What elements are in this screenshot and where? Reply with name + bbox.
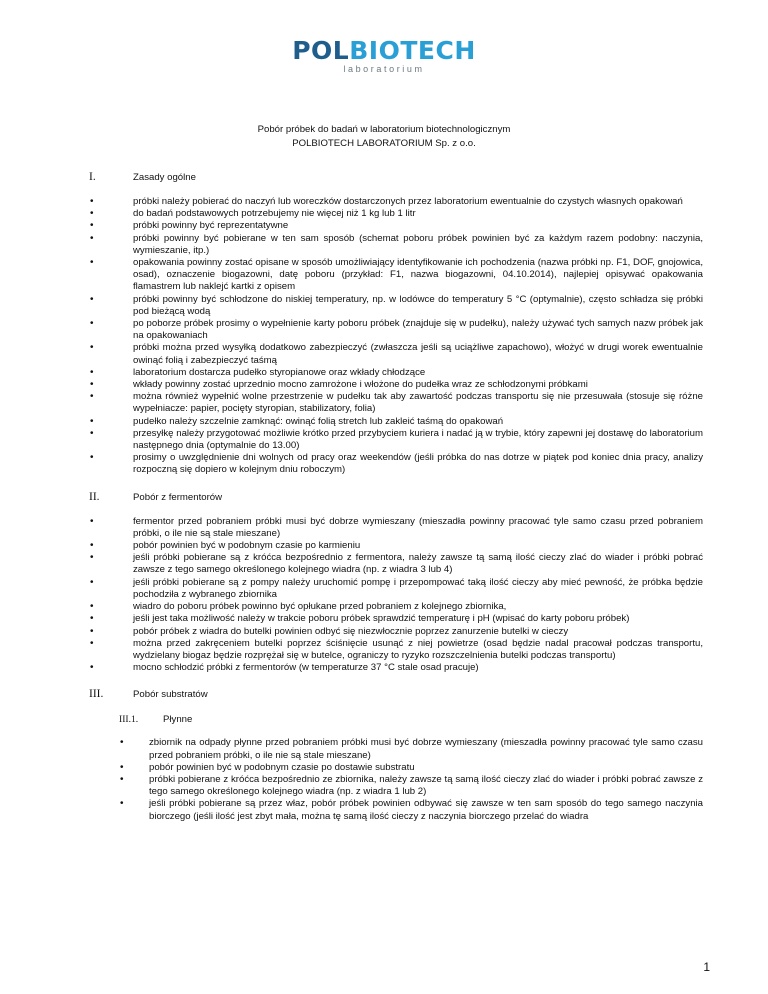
logo-subtitle: laboratorium bbox=[343, 64, 425, 74]
logo-biotech: BIOTECH bbox=[349, 36, 476, 65]
list-item: • fermentor przed pobraniem próbki musi być dobrze wymieszany (mieszadła powinny pracować tyle samo czasu przed pobraniem próbki, o ile nie są stale mieszane) bbox=[89, 516, 703, 540]
bullet-list bbox=[89, 516, 703, 675]
list-item: • przesyłkę należy przygotować możliwie krótko przed przybyciem kuriera i nadać ją w trybie, który zapewni jej dostawę do laboratorium następnego dnia (optymalnie do 13.00) bbox=[89, 428, 703, 452]
subsection-number: III.1. bbox=[119, 714, 139, 726]
list-item: • jeśli jest taka możliwość należy w trakcie poboru próbek sprawdzić temperaturę i pH (wpisać do karty poboru próbek) bbox=[89, 613, 703, 625]
list-item: • po poborze próbek prosimy o wypełnienie karty poboru próbek (znajduje się w pudełku), należy używać tych samych nazw próbek jak na opakowaniach bbox=[89, 318, 703, 342]
section-substrates bbox=[89, 688, 703, 822]
title-line-2: POLBIOTECH LABORATORIUM Sp. z o.o. bbox=[292, 138, 476, 149]
list-item: • pobór powinien być w podobnym czasie po dostawie substratu bbox=[119, 762, 703, 774]
list-item: • próbki należy pobierać do naczyń lub woreczków dostarczonych przez laboratorium ewentualnie do czystych własnych opakowań bbox=[89, 196, 703, 208]
list-item: • zbiornik na odpady płynne przed pobraniem próbki musi być dobrze wymieszany (mieszadła powinny pracować tyle samo czasu przed pobraniem próbki, o ile nie są stale mieszane) bbox=[119, 737, 703, 761]
list-item: • próbki można przed wysyłką dodatkowo zabezpieczyć (zwłaszcza jeśli są uciążliwe zapachowo), włożyć w drugi worek ewentualnie owinąć folią i zabezpieczyć taśmą bbox=[89, 342, 703, 366]
list-item: • próbki pobierane z króćca bezpośrednio ze zbiornika, należy zawsze tą samą ilość cieczy zlać do wiader i próbki pobrać zawsze z tego samego określonego kolejnego wiadra (np. z wiadra 1 lub 2) bbox=[119, 774, 703, 798]
document-title bbox=[0, 123, 768, 151]
list-item: • prosimy o uwzględnienie dni wolnych od pracy oraz weekendów (jeśli próbka do nas dotrze w piątek pod koniec dnia pracy, analizy rozpoczną się dopiero w kolejnym dniu roboczym) bbox=[89, 452, 703, 476]
list-item: • wiadro do poboru próbek powinno być opłukane przed pobraniem z kolejnego zbiornika, bbox=[89, 601, 703, 613]
list-item: • pobór próbek z wiadra do butelki powinien odbyć się niezwłocznie poprzez zanurzenie butelki w cieczy bbox=[89, 626, 703, 638]
subsection-title: Płynne bbox=[163, 714, 193, 726]
logo-wordmark bbox=[0, 38, 768, 64]
list-item: • pobór powinien być w podobnym czasie po karmieniu bbox=[89, 540, 703, 552]
list-item: • mocno schłodzić próbki z fermentorów (w temperaturze 37 °C stale osad pracuje) bbox=[89, 662, 703, 674]
list-item: • jeśli próbki pobierane są z króćca bezpośrednio z fermentora, należy zawsze tą samą ilość cieczy zlać do wiader i próbki pobrać zawsze z tego samego określonego kolejnego wiadra (np. z wiadra 3 lub 4) bbox=[89, 552, 703, 576]
section-general-rules bbox=[89, 171, 703, 477]
list-item: • próbki powinny być schłodzone do niskiej temperatury, np. w lodówce do temperatury 5 °C (optymalnie), często schładza się próbki pod bieżącą wodą bbox=[89, 294, 703, 318]
section-heading bbox=[89, 688, 703, 704]
list-item: • próbki powinny być pobierane w ten sam sposób (schemat poboru próbek powinien być za każdym razem podobny: naczynia, wymieszanie, itp.) bbox=[89, 233, 703, 257]
list-item: • jeśli próbki pobierane są przez właz, pobór próbek powinien odbywać się zawsze w ten sam sposób do tego samego naczynia biorczego (jeśli ilość jest zbyt mała, można tę samą ilość cieczy z naczynia biorczego przelać do wiadra bbox=[119, 798, 703, 822]
document-body bbox=[89, 171, 703, 837]
logo-pol: POL bbox=[292, 36, 350, 65]
bullet-list bbox=[89, 196, 703, 477]
list-item: • pudełko należy szczelnie zamknąć: owinąć folią stretch lub zakleić taśmą do opakowań bbox=[89, 416, 703, 428]
list-item: • wkłady powinny zostać uprzednio mocno zamrożone i włożone do pudełka wraz ze schłodzonymi próbkami bbox=[89, 379, 703, 391]
section-number: III. bbox=[89, 688, 104, 701]
section-number: I. bbox=[89, 171, 96, 183]
list-item: • jeśli próbki pobierane są z pompy należy uruchomić pompę i przepompować taką ilość cieczy aby mieć pewność, że próbka będzie pochodziła z wybranego zbiornika bbox=[89, 577, 703, 601]
section-heading bbox=[89, 491, 703, 507]
list-item: • próbki powinny być reprezentatywne bbox=[89, 220, 703, 232]
bullet-list bbox=[119, 737, 703, 822]
list-item: • można również wypełnić wolne przestrzenie w pudełku tak aby zawartość podczas transportu się nie przesuwała (stosuje się różne wypełniacze: papier, pocięty styropian, stabilizatory, folia) bbox=[89, 391, 703, 415]
polbiotech-logo bbox=[0, 38, 768, 74]
section-title: Pobór substratów bbox=[133, 689, 208, 701]
section-title: Pobór z fermentorów bbox=[133, 491, 223, 503]
section-heading bbox=[89, 171, 703, 187]
list-item: • do badań podstawowych potrzebujemy nie więcej niż 1 kg lub 1 litr bbox=[89, 208, 703, 220]
section-fermenters bbox=[89, 491, 703, 675]
subsection-heading bbox=[119, 713, 703, 729]
section-number: II. bbox=[89, 490, 100, 503]
section-title: Zasady ogólne bbox=[133, 172, 196, 183]
list-item: • opakowania powinny zostać opisane w sposób umożliwiający identyfikowanie ich pochodzenia (nazwa próbki np. F1, DOF, gnojowica, osad), oznaczenie biogazowni, datę poboru (przykład: F1, nazwa biogazowni, 04.10.2014), najlepiej opisywać opakowania flamastrem lub naklejć kartki z opisem bbox=[89, 257, 703, 294]
title-line-1: Pobór próbek do badań w laboratorium biotechnologicznym bbox=[257, 124, 511, 135]
list-item: • laboratorium dostarcza pudełko styropianowe oraz wkłady chłodzące bbox=[89, 367, 703, 379]
page-number: 1 bbox=[703, 960, 710, 974]
subsection-liquid bbox=[119, 713, 703, 822]
list-item: • można przed zakręceniem butelki poprzez ściśnięcie usunąć z niej powietrze (osad będzie nadal pracował podczas transportu, wydzielany biogaz będzie rozprężał się w butelce, ograniczy to ryzyko rozszczelnienia butelki podczas transportu) bbox=[89, 638, 703, 662]
